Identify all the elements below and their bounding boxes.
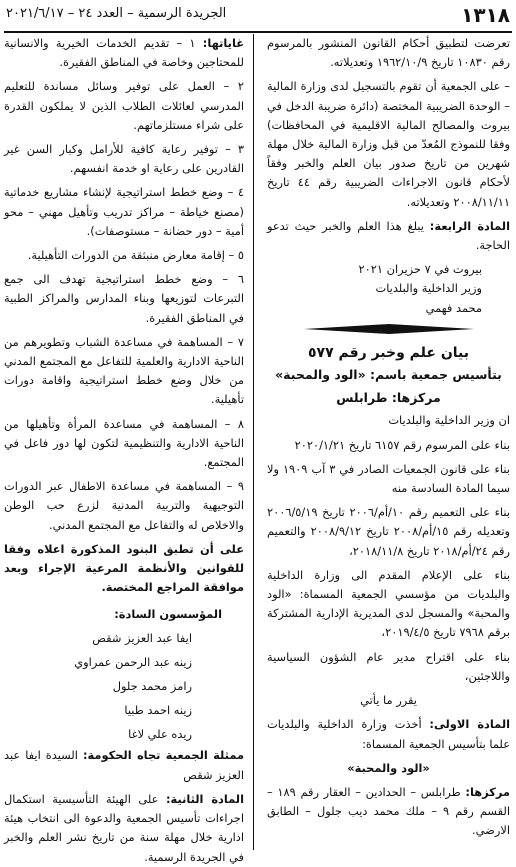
notice-title: بيان علم وخبر رقم ٥٧٧ [308,344,469,361]
paragraph: تعرضت لتطبيق أحكام القانون المنشور بالمرسوم رقم ١٠٨٣٠ تاريخ ١٩٦٢/١٠/٩ وتعديلاته. [267,36,510,70]
signature-name: محمد فهمي [425,300,482,315]
signature-date: بيروت في ٧ حزيران ٢٠٢١ [358,262,482,277]
right-column [267,34,510,852]
article-four [267,217,510,255]
government-representative [4,746,244,784]
basis-line: بناء على المرسوم رقم ٦١٥٧ تاريخ ٢٠٢٠/١/٢١ [294,437,510,452]
association-name: «الود والمحبة» [347,760,430,775]
goal-item: ٢ – العمل على توفير وسائل مساندة للتعليم المدرسي لعائلات الطلاب الذين لا يملكون القدرة على شراء مستلزماتهم. [4,79,244,132]
signature-title: وزير الداخلية والبلديات [375,281,482,296]
notice-subtitle: بتأسيس جمعية باسم: «الود والمحبة» [275,367,502,383]
left-column [4,34,245,864]
hq-label: مركزها: [465,784,510,799]
basis-line: بناء على التعميم رقم ١٠/أم/٢٠٠٦ تاريخ ٢٠٠٦/٥/١٩ وتعديله رقم ١٥/أم/٢٠٠٨ تاريخ ٢٠٠٨/٩/١٢ والتعميم رقم ٢٤/أم/٢٠١٨ تاريخ ٢٠١٨/١١/٨، [267,505,511,558]
goal-item: ٤ – وضع خطط استراتيجية لإنشاء مشاريع خدماتية (مصنع خياطة – مراكز تدريب وتأهيل مهني – محو أمية – دور حضانة – مستوصفات). [4,185,244,238]
founder-name: زينه احمد طبيا [124,703,192,718]
page-number: ١٣١٨ [461,3,510,27]
conditions-note: على أن تطبق البنود المذكورة اعلاه وفقا للقوانين والأنظمة المرعية الإجراء وبعد موافقة المراجع المختصة. [4,541,244,595]
founder-name: ريده علي لاغا [128,727,192,742]
gazette-issue-title: الجريدة الرسمية – العدد ٢٤ – ٢٠٢١/٦/١٧ [6,6,227,21]
column-divider [253,34,254,850]
goal-item: ٦ – وضع خطط استراتيجية تهدف الى جمع التبرعات لتوزيعها وبناء المدارس والمراكز الطبية في المناطق الفقيرة. [4,272,244,325]
page-header [0,0,516,30]
basis-line: بناء على قانون الجمعيات الصادر في ٣ آب ١٩٠٩ ولا سيما المادة السادسة منه [267,461,510,496]
article-label: المادة الثانية: [165,791,244,806]
header-rule [4,31,512,33]
goal-item: ٧ – المساهمة في مساعدة الشباب وتطويرهم من الناحية الادارية والعلمية للتفاعل مع المجتمع المدني من خلال وضع خطط استراتيجية واقامة دورات تأهيلية. [4,334,244,407]
article-text: على الهيئة التأسيسية استكمال اجراءات تأسيس الجمعية والدعوة الى انتخاب هيئة ادارية خلال مهلة سنة من تاريخ نشر العلم والخبر في الجريدة الرسمية. [4,791,244,864]
goal-item: ٨ – المساهمة في مساعدة المرأة وتأهيلها من الناحية الادارية والتنظيمية لتكون لها دور فاعل في المجتمع. [4,416,244,470]
article-text: يبلغ هذا العلم والخبر حيث تدعو الحاجة. [267,218,510,253]
founder-name: رامز محمد جلول [112,679,192,694]
article-label: المادة الاولى: [429,717,510,732]
hq-text: طرابلس – الحدادين – العقار رقم ١٨٩ – القسم رقم ٩ – ملك محمد ديب جلول – الطابق الارضي. [267,784,510,838]
basis-line: بناء على اقتراح مدير عام الشؤون السياسية واللاجئين، [267,649,510,683]
paragraph: – على الجمعية أن تقوم بالتسجيل لدى وزارة المالية – الوحدة الضريبية المختصة (دائرة ضريبة الدخل في بيروت والمصالح المالية الاقليمية في المحافظات) وفقا للنموذج المُعدّ من قبل وزارة المالية خلال مهلة شهرين من تاريخ صدور بيان العلم والخبر وفقاً لأحكام قانون الاجراءات الضريبية رقم ٤٤ تاريخ ٢٠٠٨/١١/١١ وتعديلاته. [267,79,510,209]
ornament-divider [267,322,510,336]
intro-line: ان وزير الداخلية والبلديات [388,413,510,428]
article-text: أخذت وزارة الداخلية والبلديات علما بتأسيس الجمعية المسماة: [267,717,510,751]
ornament-icon [304,324,474,334]
decision-heading: يقرر ما يأتي [360,693,417,708]
headquarters [267,783,510,841]
goal-text: ١ – تقديم الخدمات الخيرية والانسانية للمحتاجين وخاصة في المناطق الفقيرة. [4,36,244,70]
rep-text: السيدة ايفا عبد العزيز شقص [4,748,244,782]
basis-line: بناء على الإعلام المقدم الى وزارة الداخلية والبلديات من مؤسسي الجمعية المسماة: «الود والمحبة» والمسجل لدى المديرية الإدارية المشتركة برقم ٧٩٦٨ تاريخ ٢٠١٩/٤/٥، [267,567,510,640]
founders-list [4,602,244,746]
goals-label: غاياتها: [202,36,245,50]
rep-label: ممثلة الجمعية تجاه الحكومة: [82,748,245,763]
founder-name: زينه عبد الرحمن عمراوي [74,655,192,670]
founders-heading: المؤسسون السادة: [114,607,222,622]
goal-item [4,34,244,72]
goal-item: ٩ – المساهمة في مساعدة الاطفال عبر الدورات التوجيهية والتربية المدنية لزرع حب الوطن والاخلاص له والتفاعل مع المجتمع المدني. [4,479,244,532]
article-label: المادة الرابعة: [429,218,510,233]
notice-center: مركزها: طرابلس [336,390,441,406]
goal-item: ٥ – إقامة معارض منبثقة من الدورات التأهيلية. [27,248,244,263]
article-one [267,715,510,753]
article-two [4,790,244,867]
goal-item: ٣ – توفير رعاية كافية للأرامل وكبار السن غير القادرين على رعاية او خدمة انفسهم. [4,142,244,176]
founder-name: ايفا عبد العزيز شقص [92,631,192,646]
